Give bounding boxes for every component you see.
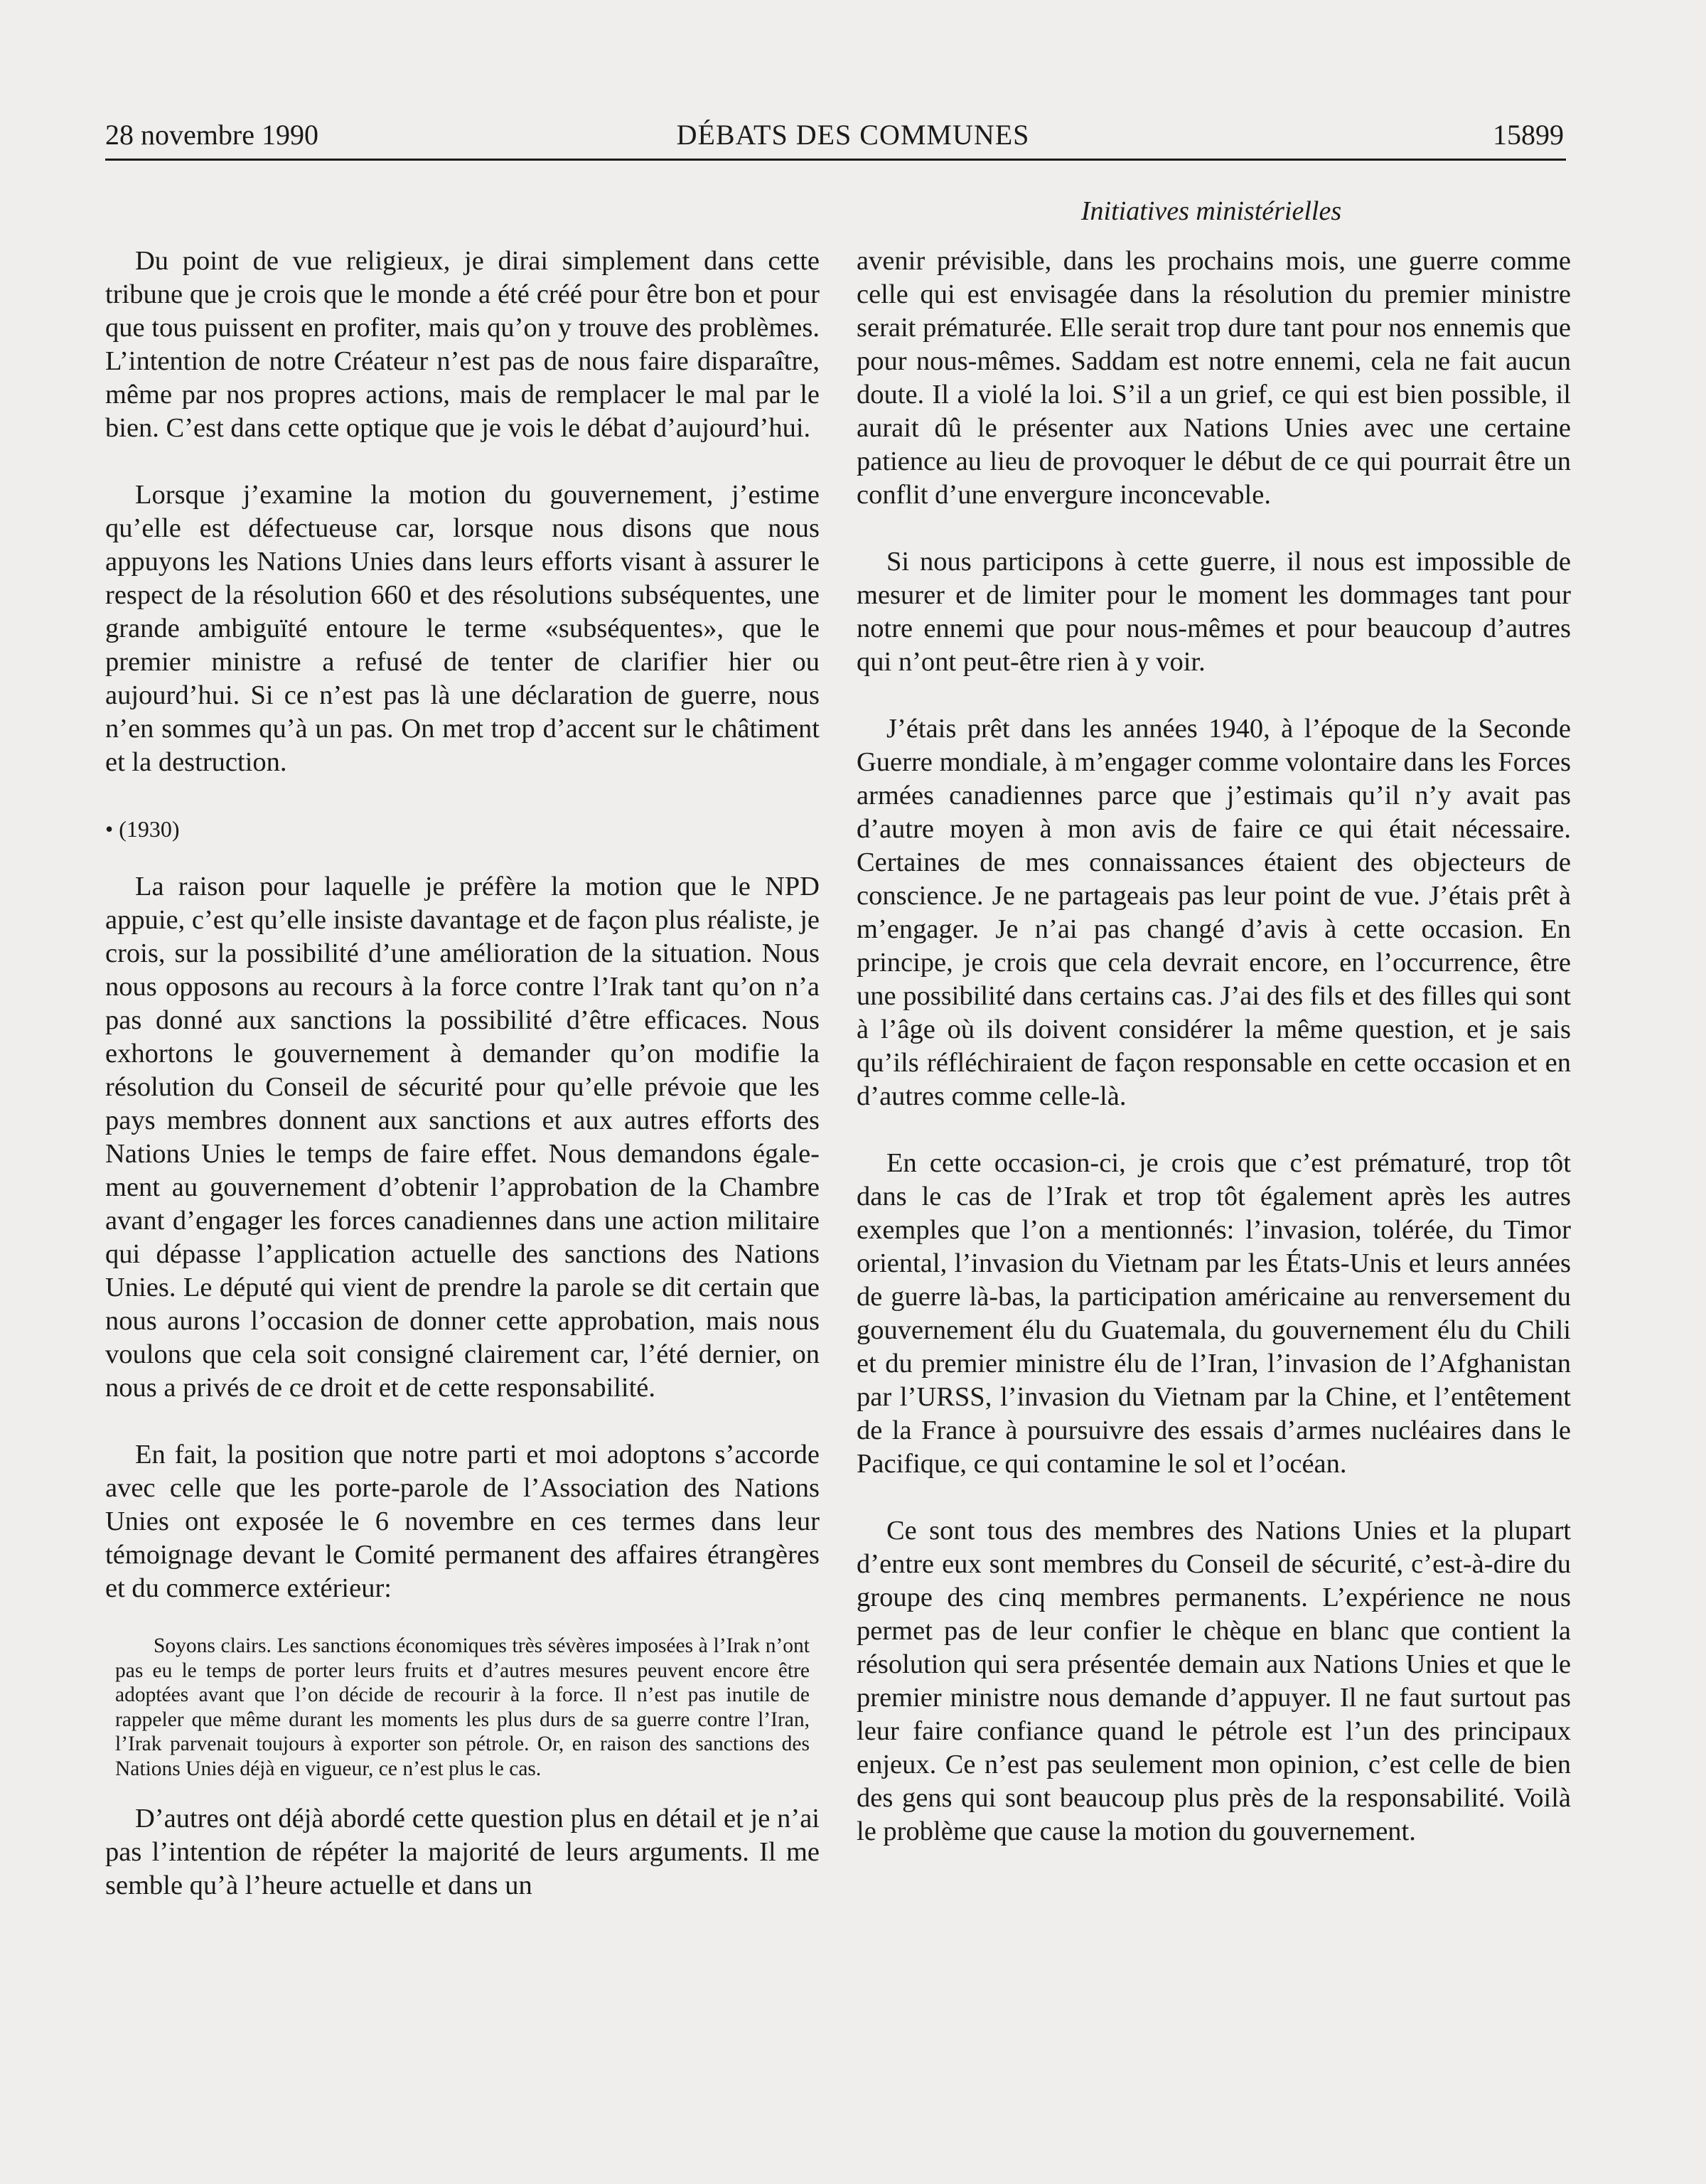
paragraph: Lorsque j’examine la motion du gouvernement, j’estime qu’elle est défectueuse car, lorsque nous disons que nous appuyons les Nations Unies dans leurs efforts visant à assurer le respect de la résolution 660 et des résolutions subséquentes, une grande ambiguïté entoure le terme «subséquentes», que le premier ministre a refusé de tenter de clarifier hier ou aujourd’hui. Si ce n’est pas là une déclaration de guerre, nous n’en sommes qu’à un pas. On met trop d’accent sur le châtiment et la destruction. <box>105 480 820 777</box>
header-rule <box>105 159 1566 161</box>
paragraph: Si nous participons à cette guerre, il nous est impossible de mesurer et de limiter pour le moment les dommages tant pour notre ennemi que pour nous-mêmes et pour beaucoup d’autres qui n’ont peut-être rien à y voir. <box>857 547 1571 677</box>
paragraph: La raison pour laquelle je préfère la motion que le NPD appuie, c’est qu’elle insiste davantage et de façon plus réaliste, je crois, sur la possibilité d’une amélioration de la situation. Nous nous opposons au recours à la force contre l’Irak tant qu’on n’a pas donné aux sanctions la possibilité d’être efficaces. Nous exhortons le gouvernement à demander qu’on modifie la résolution du Conseil de sécurité pour qu’elle prévoie que les pays membres donnent aux sanctions et aux autres efforts des Nations Unies le temps de faire effet. Nous demandons également au gouvernement d’obtenir l’approbation de la Chambre avant d’engager les forces canadiennes dans une action militaire qui dépasse l’application actuelle des sanctions des Nations Unies. Le député qui vient de prendre la parole se dit certain que nous aurons l’occasion de donner cette approbation, mais nous voulons que cela soit consigné clairement car, l’été dernier, on nous a privés de ce droit et de cette responsabilité. <box>105 872 820 1403</box>
quotation: Soyons clairs. Les sanctions économiques très sévères imposées à l’Irak n’ont pas eu le temps de porter leurs fruits et d’autres mesures peuvent encore être adoptées avant que l’on décide de recourir à la force. Il n’est pas inutile de rappeler que même durant les moments les plus durs de sa guerre contre l’Iran, l’Irak parvenait toujours à exporter son pétrole. Or, en raison des sanctions des Nations Unies déjà en vigueur, ce n’est plus le cas. <box>115 1634 810 1780</box>
section-label: Initiatives ministérielles <box>1080 196 1342 226</box>
paragraph: Du point de vue religieux, je dirai simplement dans cette tribune que je crois que le monde a été créé pour être bon et pour que tous puissent en profiter, mais qu’on y trouve des problèmes. L’intention de notre Créateur n’est pas de nous faire disparaître, même par nos propres actions, mais de remplacer le mal par le bien. C’est dans cette optique que je vois le débat d’aujourd’hui. <box>105 246 820 443</box>
header-title: DÉBATS DES COMMUNES <box>676 119 1030 151</box>
paragraph-continued: avenir prévisible, dans les prochains mois, une guerre comme celle qui est envisagée dans la résolution du premier ministre serait prématurée. Elle serait trop dure tant pour nos ennemis que pour nous-mêmes. Saddam est notre ennemi, cela ne fait aucun doute. Il a violé la loi. S’il a un grief, ce qui est bien possible, il aurait dû le présenter aux Nations Unies avec une certaine patience au lieu de provoquer le début de ce qui pourrait être un conflit d’une envergure inconcevable. <box>857 246 1571 510</box>
paragraph: D’autres ont déjà abordé cette question plus en détail et je n’ai pas l’intention de répéter la majorité de leurs arguments. Il me semble qu’à l’heure actuelle et dans un <box>105 1804 820 1900</box>
header-date: 28 novembre 1990 <box>105 119 318 151</box>
header-page-number: 15899 <box>1493 119 1564 151</box>
time-marker: • (1930) <box>105 816 180 842</box>
paragraph: Ce sont tous des membres des Nations Unies et la plupart d’entre eux sont membres du Conseil de sécurité, c’est-à-dire du groupe des cinq membres permanents. L’expérience ne nous permet pas de leur confier le chèque en blanc que contient la résolution qui sera présentée demain aux Nations Unies et que le premier ministre nous demande d’appuyer. Il ne faut surtout pas leur faire confiance quand le pétrole est l’un des principaux enjeux. Ce n’est pas seulement mon opinion, c’est celle de bien des gens qui sont beaucoup plus près de la responsabilité. Voilà le problème que cause la motion du gouvernement. <box>857 1516 1571 1846</box>
right-column <box>857 245 1571 1848</box>
paragraph: En fait, la position que notre parti et moi adoptons s’accorde avec celle que les porte-parole de l’Association des Nations Unies ont exposée le 6 novembre en ces termes dans leur témoignage devant le Comité permanent des affaires étrangères et du commerce extérieur: <box>105 1440 820 1603</box>
paragraph: J’étais prêt dans les années 1940, à l’époque de la Seconde Guerre mondiale, à m’engager comme volontaire dans les Forces armées canadiennes parce que j’estimais qu’il n’y avait pas d’autre moyen à mon avis de faire ce qui était nécessaire. Certaines de mes connaissances étaient des objecteurs de conscience. Je ne partageais pas leur point de vue. J’étais prêt à m’engager. Je n’ai pas changé d’avis à cette occasion. En principe, je crois que cela devrait encore, en l’occurrence, être une possibilité dans certains cas. J’ai des fils et des filles qui sont à l’âge où ils doivent considérer la même question, et je sais qu’ils réfléchiraient de façon responsable en cette occasion et en d’autres comme celle-là. <box>857 714 1571 1111</box>
left-column <box>105 245 820 1902</box>
paragraph: En cette occasion-ci, je crois que c’est prématuré, trop tôt dans le cas de l’Irak et trop tôt également après les autres exemples que l’on a mentionnés: l’invasion, tolérée, du Timor oriental, l’invasion du Vietnam par les États-Unis et leurs années de guerre là-bas, la participation américaine au renversement du gouvernement élu du Guatemala, du gouvernement élu du Chili et du premier ministre élu de l’Iran, l’invasion de l’Afghanistan par l’URSS, l’invasion du Vietnam par la Chine, et l’entêtement de la France à poursuivre des essais d’armes nucléaires dans le Pacifique, ce qui contamine le sol et l’océan. <box>857 1148 1571 1479</box>
